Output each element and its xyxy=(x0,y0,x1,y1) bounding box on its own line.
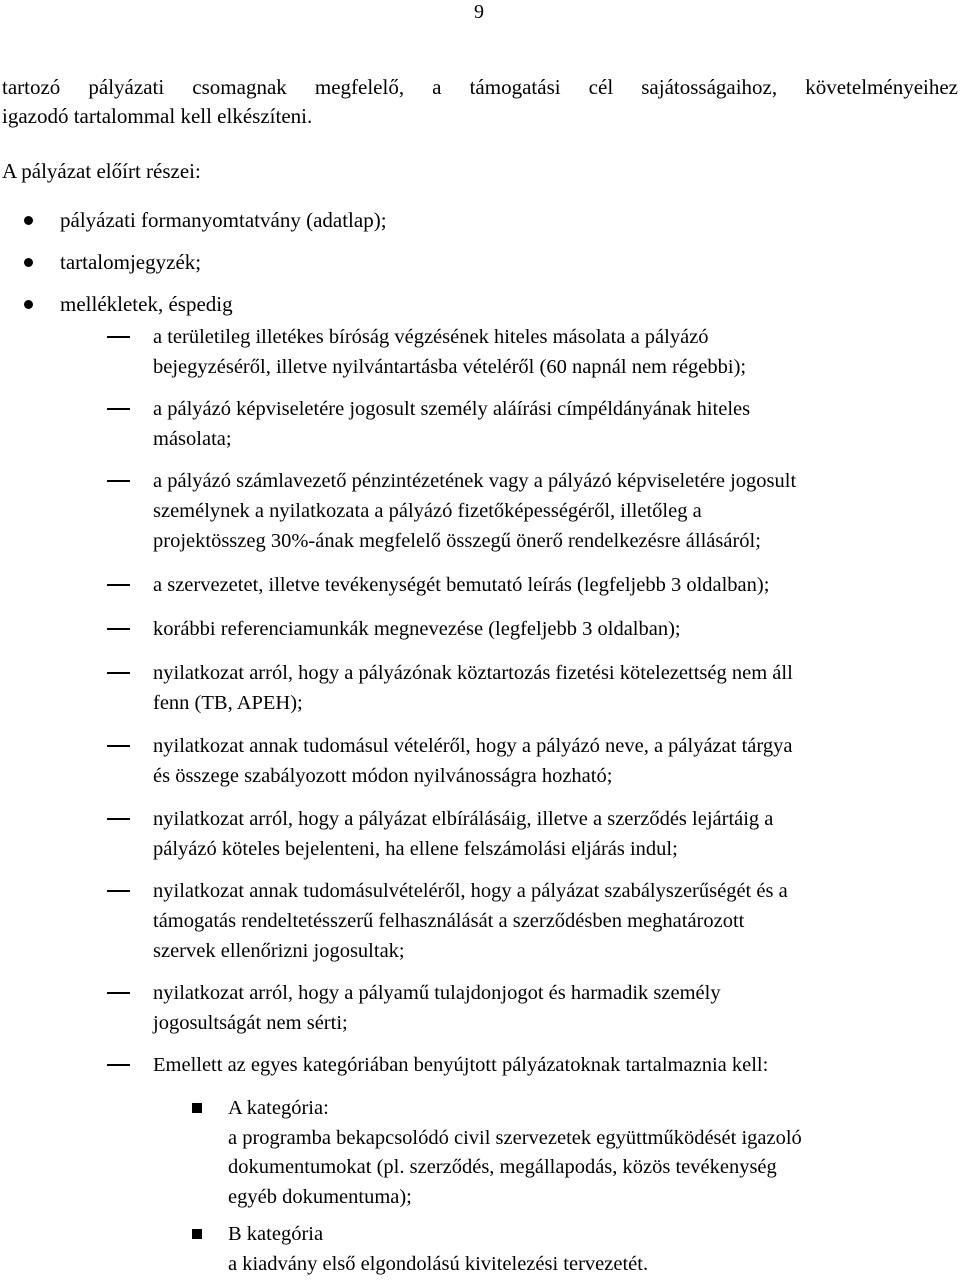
dash-icon xyxy=(107,672,130,674)
attachment-text xyxy=(153,570,953,600)
bullet-text: mellékletek, éspedig xyxy=(60,292,233,316)
attachment-line: fenn (TB, APEH); xyxy=(153,692,303,714)
attachment-line: támogatás rendeltetésszerű felhasználását a szerződésben meghatározott xyxy=(153,910,745,932)
attachment-line: nyilatkozat annak tudomásulvételéről, hogy a pályázat szabályszerűségét és a xyxy=(153,880,788,902)
attachment-line: és összege szabályozott módon nyilvánosságra hozható; xyxy=(153,765,613,787)
attachment-text xyxy=(153,614,953,644)
attachment-line: a pályázó számlavezető pénzintézetének vagy a pályázó képviseletére jogosult xyxy=(153,470,797,492)
bullet-text: pályázati formanyomtatvány (adatlap); xyxy=(60,208,387,232)
bullet-text: tartalomjegyzék; xyxy=(60,250,202,274)
category-text xyxy=(228,1220,953,1279)
bullet-dot-icon xyxy=(24,300,33,309)
attachment-line: nyilatkozat arról, hogy a pályamű tulajdonjogot és harmadik személy xyxy=(153,982,721,1004)
attachment-line: jogosultságát nem sérti; xyxy=(153,1012,348,1034)
attachment-line: személynek a nyilatkozata a pályázó fizetőképességéről, illetőleg a xyxy=(153,500,702,522)
attachment-line: másolata; xyxy=(153,428,232,450)
dash-icon xyxy=(107,1064,130,1066)
attachment-text xyxy=(153,876,953,966)
category-title: B kategória xyxy=(228,1223,324,1245)
attachment-text xyxy=(153,978,953,1038)
attachment-line: a szervezetet, illetve tevékenységét bemutató leírás (legfeljebb 3 oldalban); xyxy=(153,574,770,596)
dash-icon xyxy=(107,584,130,586)
category-title: A kategória: xyxy=(228,1097,329,1119)
attachment-line: Emellett az egyes kategóriában benyújtott pályázatoknak tartalmaznia kell: xyxy=(153,1054,769,1076)
bullet-dot-icon xyxy=(24,216,33,225)
intro-line: igazodó tartalommal kell elkészíteni. xyxy=(2,103,313,128)
dash-icon xyxy=(107,890,130,892)
dash-icon xyxy=(107,408,130,410)
dash-icon xyxy=(107,745,130,747)
attachment-text xyxy=(153,466,953,556)
intro-paragraph xyxy=(2,73,958,130)
attachment-text xyxy=(153,1050,953,1080)
page-number: 9 xyxy=(474,1,484,23)
dash-icon xyxy=(107,818,130,820)
section-label: A pályázat előírt részei: xyxy=(2,159,201,183)
attachment-text xyxy=(153,394,953,454)
category-text xyxy=(228,1094,953,1212)
attachment-line: a pályázó képviseletére jogosult személy aláírási címpéldányának hiteles xyxy=(153,398,751,420)
category-line: a kiadvány első elgondolású kivitelezési tervezetét. xyxy=(228,1252,649,1275)
attachment-line: nyilatkozat arról, hogy a pályázónak köztartozás fizetési kötelezettség nem áll xyxy=(153,662,793,684)
dash-icon xyxy=(107,628,130,630)
square-bullet-icon xyxy=(192,1229,202,1239)
attachment-line: szervek ellenőrizni jogosultak; xyxy=(153,940,405,962)
attachment-line: pályázó köteles bejelenteni, ha ellene felszámolási eljárás indul; xyxy=(153,838,678,860)
category-line: a programba bekapcsolódó civil szervezetek együttműködését igazoló xyxy=(228,1126,802,1149)
attachment-line: nyilatkozat annak tudomásul vételéről, hogy a pályázó neve, a pályázat tárgya xyxy=(153,735,793,757)
intro-line: tartozó pályázati csomagnak megfelelő, a támogatási cél sajátosságaihoz, követelményeihez xyxy=(2,75,958,99)
attachment-line: nyilatkozat arról, hogy a pályázat elbírálásáig, illetve a szerződés lejártáig a xyxy=(153,808,774,830)
dash-icon xyxy=(107,992,130,994)
attachment-line: projektösszeg 30%-ának megfelelő összegű önerő rendelkezésre állásáról; xyxy=(153,530,761,552)
category-line: egyéb dokumentuma); xyxy=(228,1185,412,1208)
attachment-text xyxy=(153,658,953,718)
attachment-text xyxy=(153,322,953,382)
dash-icon xyxy=(107,480,130,482)
attachment-line: korábbi referenciamunkák megnevezése (legfeljebb 3 oldalban); xyxy=(153,618,681,640)
attachment-line: a területileg illetékes bíróság végzésének hiteles másolata a pályázó xyxy=(153,326,709,348)
attachment-text xyxy=(153,804,953,864)
attachment-text xyxy=(153,731,953,791)
dash-icon xyxy=(107,336,130,338)
category-line: dokumentumokat (pl. szerződés, megállapodás, közös tevékenység xyxy=(228,1156,777,1178)
bullet-dot-icon xyxy=(24,258,33,267)
square-bullet-icon xyxy=(192,1103,202,1113)
attachment-line: bejegyzéséről, illetve nyilvántartásba vételéről (60 napnál nem régebbi); xyxy=(153,356,747,378)
